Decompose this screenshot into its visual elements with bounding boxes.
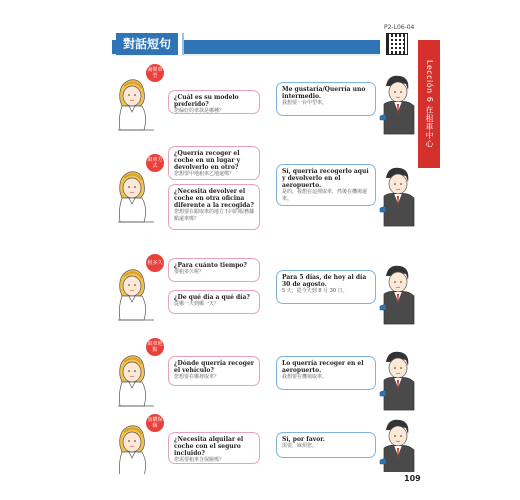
agent-question-bubble [168,290,260,314]
topic-badge: 取車地點 [146,338,164,356]
question-spanish: ¿Necesita devolver el coche en otra oficina diferente a la recogida? [174,188,254,209]
question-spanish: ¿Para cuánto tiempo? [174,262,247,269]
woman-agent-figure [114,418,158,474]
answer-spanish: Sí, querría recogerlo aquí y devolverlo en el aeropuerto. [282,168,369,189]
agent-question-bubble [168,432,260,464]
topic-badge: 取車方式 [146,154,164,172]
answer-spanish: Para 5 días, de hoy al día 30 de agosto. [282,274,367,288]
woman-agent-figure [114,164,158,224]
qr-code-icon[interactable] [386,33,408,55]
question-spanish: ¿Cuál es su modelo preferido? [174,94,239,108]
agent-question-bubble [168,90,260,114]
man-customer-figure [376,348,420,412]
page-number: 109 [404,474,421,483]
customer-answer-bubble [276,164,376,206]
question-chinese: 您偏好的車款是哪種？ [174,108,225,114]
answer-chinese: 是的，我想在這裡取車，然後在機場還車。 [282,189,368,202]
woman-agent-figure [114,262,158,322]
page-code: P2-L06-04 [384,24,415,31]
man-customer-figure [376,164,420,228]
topic-badge: 加購保險 [146,414,164,432]
agent-question-bubble [168,356,260,386]
answer-chinese: 我想要一台中型車。 [282,100,328,106]
answer-spanish: Sí, por favor. [282,436,325,443]
customer-answer-bubble [276,432,376,458]
woman-agent-figure [114,348,158,408]
man-customer-figure [376,72,420,136]
agent-question-bubble [168,258,260,282]
customer-answer-bubble [276,356,376,390]
question-chinese: 您想要甲地租車乙地還嗎？ [174,171,235,177]
question-spanish: ¿De qué día a qué día? [174,294,250,301]
man-customer-figure [376,416,420,472]
woman-agent-figure [114,72,158,132]
section-title: 對話短句 [116,33,182,55]
answer-chinese: 需要，麻煩您。 [282,443,318,449]
customer-answer-bubble [276,270,376,304]
topic-badge: 詢問車型 [146,64,164,82]
question-chinese: 從哪一天到哪一天？ [174,301,220,307]
customer-answer-bubble [276,82,376,116]
question-chinese: 要租多久呢？ [174,269,205,275]
question-chinese: 您需要租車含保險嗎？ [174,457,225,463]
answer-chinese: 我想要在機場取車。 [282,374,328,380]
agent-question-bubble [168,146,260,180]
question-spanish: ¿Dónde querría recoger el vehículo? [174,360,254,374]
lesson-side-tab: Lección 6 在租車中心 [418,40,440,168]
question-spanish: ¿Querría recoger el coche en un lugar y devolverlo en otro? [174,150,241,171]
answer-spanish: Lo querría recoger en el aeropuerto. [282,360,364,374]
agent-question-bubble [168,184,260,230]
question-chinese: 您想要在跟取車的地方不同的服務據點還車嗎？ [174,209,255,222]
question-chinese: 您想要在哪裡取車？ [174,374,220,380]
man-customer-figure [376,262,420,326]
answer-spanish: Me gustaría/Querría uno intermedio. [282,86,366,100]
topic-badge: 租多久 [146,254,164,272]
answer-chinese: 5 天，從今天到 8 月 30 日。 [282,288,348,294]
question-spanish: ¿Necesita alquilar el coche con el seguro incluido? [174,436,244,457]
